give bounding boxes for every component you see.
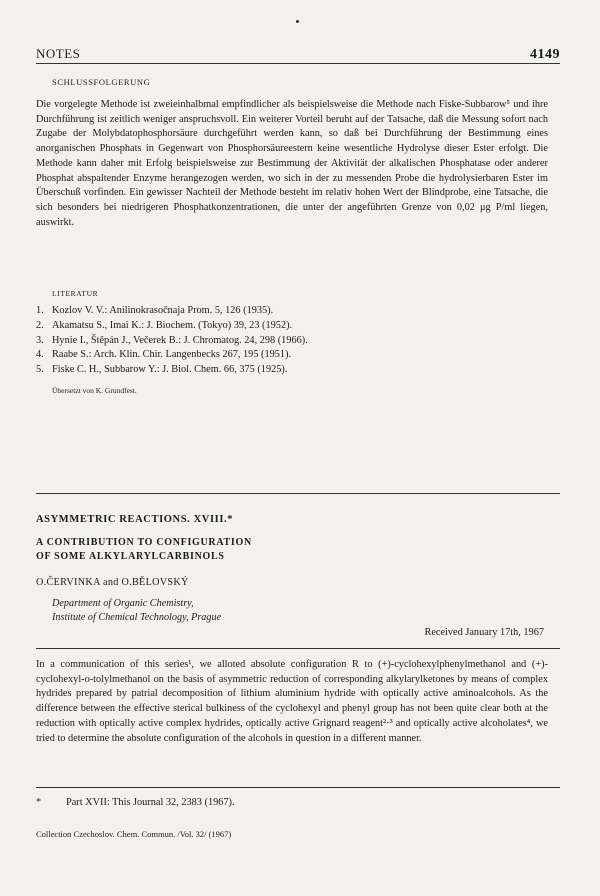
reference-item: 4. Raabe S.: Arch. Klin. Chir. Langenbecks 267, 195 (1951).	[36, 349, 292, 361]
reference-item: 2. Akamatsu S., Imai K.: J. Biochem. (Tokyo) 39, 23 (1952).	[36, 319, 293, 331]
reference-item: 5. Fiske C. H., Subbarow Y.: J. Biol. Chem. 66, 375 (1925).	[36, 364, 288, 376]
translator-note: Übersetzt von K. Grundfest.	[52, 386, 137, 395]
header-rule	[36, 63, 560, 64]
article-footnote	[36, 797, 235, 808]
page-number: 4149	[530, 47, 560, 62]
article-title: ASYMMETRIC REACTIONS. XVIII.*	[36, 514, 234, 525]
footnote-rule	[36, 787, 560, 788]
article-subtitle-line2: OF SOME ALKYLARYLCARBINOLS	[36, 551, 225, 562]
reference-list	[36, 304, 556, 378]
article-intro-paragraph: In a communication of this series¹, we alloted absolute configuration R to (+)-cyclohexylphenylmethanol and (+)-cyclohexyl-o-tolylmethanol on the basis of asymmetric reduction of corresponding alkylarylketones by means of complex hydrides prepared by patrial decomposition of lithium aluminium hydride with optically active aminoalcohols. As the difference between the effective sterical bulkiness of the cyclohexyl and phenyl group has not been quite clear both at the reduction with optically active complex hydrides, optically active Grignard reagent²·³ and optically active alcoholates⁴, we tried to determine the absolute configuration of the alcohols in question in a different manner.	[36, 659, 548, 744]
received-date: Received January 17th, 1967	[424, 627, 544, 638]
journal-citation: Collection Czechoslov. Chem. Commun. /Vol. 32/ (1967)	[36, 829, 232, 839]
footnote-text: Part XVII: This Journal 32, 2383 (1967).	[66, 797, 235, 808]
page-speck	[296, 20, 299, 23]
section-divider	[36, 493, 560, 494]
literature-heading: LITERATUR	[52, 289, 99, 298]
affiliation-line1: Department of Organic Chemistry,	[52, 598, 194, 609]
abstract-rule	[36, 648, 560, 649]
section-name: NOTES	[36, 46, 81, 61]
article-subtitle-line1: A CONTRIBUTION TO CONFIGURATION	[36, 537, 252, 548]
conclusion-paragraph: Die vorgelegte Methode ist zweieinhalbmal empfindlicher als beispielsweise die Methode nach Fiske-Subbarow⁵ und ihre Durchführung ist zeitlich weniger anspruchsvoll. Ein weiterer Vorteil beruht auf der Tatsache, daß die Messung sofort nach Zugabe der Molybdatophosphorsäure durchgeführt werden kann, so daß bei Durchführung der Bestimmung eines anorganischen Phosphats in Gegenwart von Phosphorsäureestern keine wesentliche Hydrolyse dieser Ester erfolgt. Die Methode kann daher mit Erfolg beispielsweise zur Bestimmung der Aktivität der alkalischen Phosphatase oder anderer Phosphat abspaltender Enzyme herangezogen werden, wo sich in der zu messenden Probe die hydrolysierbaren Ester im Überschuß vorfinden. Ein gewisser Nachteil der Methode besteht im relativ hohen Wert der Blindprobe, eine Tatsache, die sich besonders bei niedrigeren Phosphatkonzentrationen, die unter der angeführten Grenze von 0,02 μg P/ml liegen, auswirkt.	[36, 99, 548, 228]
article-authors: O.ČERVINKA and O.BĚLOVSKÝ	[36, 577, 189, 588]
conclusion-heading: SCHLUSSFOLGERUNG	[52, 77, 151, 87]
footnote-marker: *	[36, 797, 42, 808]
reference-item: 3. Hynie I., Štěpán J., Večerek B.: J. Chromatog. 24, 298 (1966).	[36, 334, 308, 346]
affiliation-line2: Institute of Chemical Technology, Prague	[52, 612, 222, 623]
reference-item: 1. Kozlov V. V.: Anilinokrasočnaja Prom. 5, 126 (1935).	[36, 305, 274, 316]
running-header	[36, 46, 560, 63]
